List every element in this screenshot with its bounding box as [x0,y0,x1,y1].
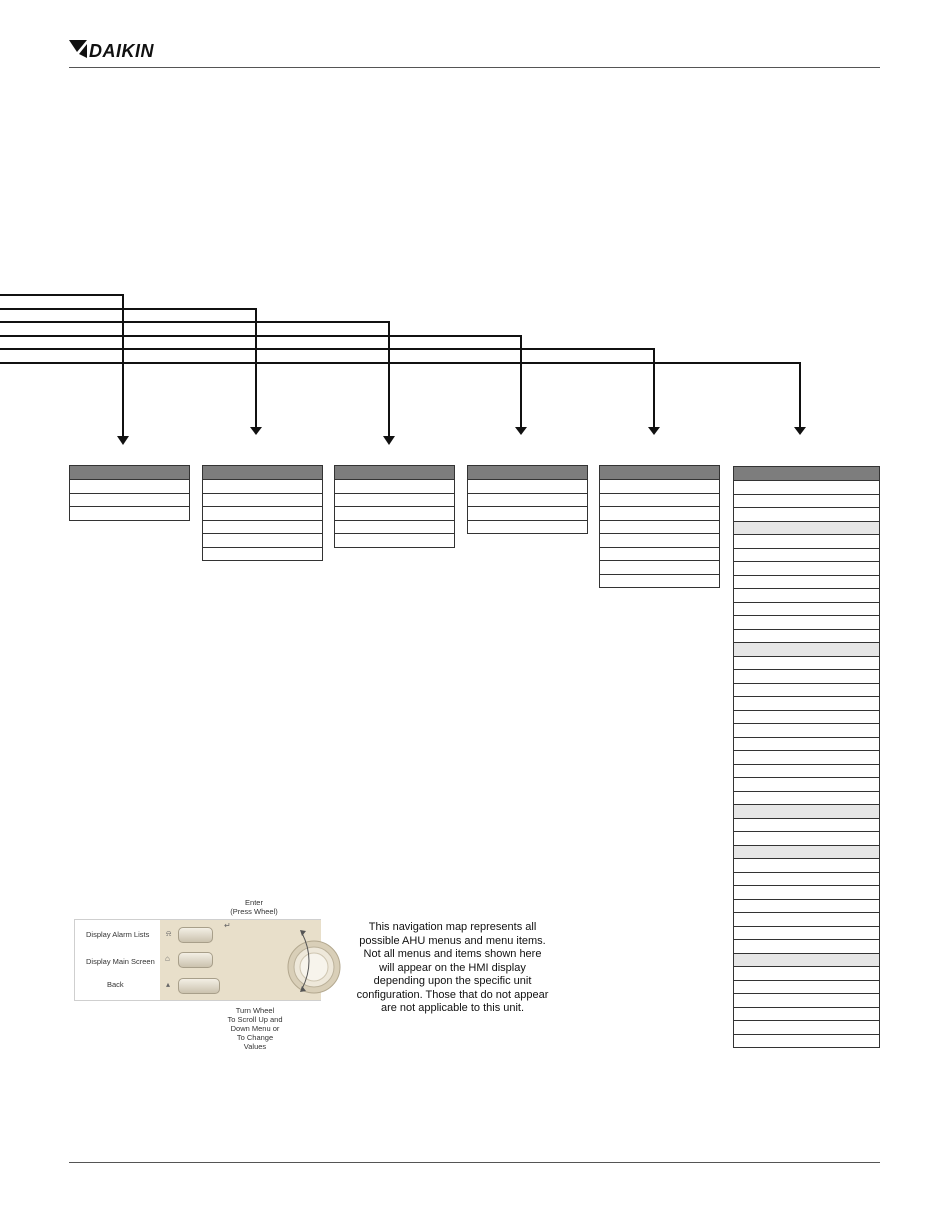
menu-item-row [468,507,587,521]
navigation-connectors [0,0,950,460]
menu-item-row [203,507,322,521]
menu-item-row [734,657,879,671]
menu-item-row [335,494,454,508]
menu-item-row [468,521,587,535]
menu-item-row [734,562,879,576]
menu-item-row [203,548,322,562]
menu-item-row [734,1008,879,1022]
arrow-down-icon [515,427,527,435]
main-screen-label: Display Main Screen [86,957,155,966]
menu-item-row [734,819,879,833]
submenu-heading-row [734,805,879,819]
menu-box-2 [202,465,323,561]
connector-1 [0,295,123,436]
bell-icon: ⍾ [166,929,172,938]
menu-item-row [600,575,719,589]
menu-box-1 [69,465,190,521]
arrow-down-icon [250,427,262,435]
menu-item-row [734,481,879,495]
enter-caption: Enter (Press Wheel) [230,898,278,916]
menu-item-row [734,981,879,995]
menu-item-row [734,589,879,603]
connector-2 [0,309,256,427]
arrow-down-icon [117,436,129,445]
menu-item-row [734,603,879,617]
connector-6 [0,363,800,427]
menu-item-row [734,724,879,738]
arrow-down-icon [794,427,806,435]
arrow-down-icon [648,427,660,435]
menu-item-row [734,549,879,563]
rotate-arrow-icon [298,923,318,999]
menu-item-row [734,495,879,509]
menu-item-row [335,480,454,494]
menu-item-row [734,630,879,644]
menu-item-row [734,940,879,954]
submenu-heading-row [734,522,879,536]
menu-item-row [734,670,879,684]
hmi-controller-panel [74,919,321,1001]
menu-item-row [203,521,322,535]
alarm-button[interactable] [178,927,213,943]
menu-item-row [734,873,879,887]
menu-item-row [734,711,879,725]
menu-item-row [734,967,879,981]
connector-5 [0,349,654,427]
menu-item-row [734,697,879,711]
menu-item-row [734,616,879,630]
menu-header [203,465,322,480]
back-button[interactable] [178,978,220,994]
menu-header [734,466,879,481]
submenu-heading-row [734,954,879,968]
menu-item-row [734,1035,879,1049]
menu-item-row [734,684,879,698]
home-icon: ⌂ [165,954,170,963]
menu-item-row [335,507,454,521]
menu-item-row [734,738,879,752]
menu-item-row [734,994,879,1008]
menu-header [600,465,719,480]
menu-item-row [600,521,719,535]
menu-item-row [600,548,719,562]
menu-item-row [600,534,719,548]
menu-item-row [203,480,322,494]
menu-item-row [600,507,719,521]
navigation-map-note: This navigation map represents all possible AHU menus and menu items. Not all menus and items shown here will appear on the HMI display depending upon the specific unit configuration. Those that do not appear are not applicable to this unit. [356,921,549,1014]
menu-item-row [600,561,719,575]
menu-item-row [70,494,189,508]
menu-item-row [734,508,879,522]
menu-item-row [335,534,454,548]
back-arrow-icon: ▴ [166,980,171,989]
menu-item-row [734,913,879,927]
menu-box-4 [467,465,588,534]
menu-item-row [468,494,587,508]
menu-item-row [734,900,879,914]
menu-item-row [70,480,189,494]
connector-3 [0,322,389,436]
menu-box-5 [599,465,720,588]
menu-box-6 [733,466,880,1048]
controller-face [160,920,321,1000]
enter-arrow-icon: ↵ [224,921,231,930]
menu-item-row [734,751,879,765]
menu-header [468,465,587,480]
menu-header [335,465,454,480]
main-screen-button[interactable] [178,952,213,968]
menu-item-row [734,535,879,549]
menu-box-3 [334,465,455,548]
submenu-heading-row [734,846,879,860]
menu-header [70,465,189,480]
alarm-list-label: Display Alarm Lists [86,930,150,939]
menu-item-row [468,480,587,494]
menu-item-row [734,778,879,792]
menu-item-row [335,521,454,535]
menu-item-row [734,832,879,846]
menu-item-row [203,494,322,508]
menu-item-row [70,507,189,521]
menu-item-row [734,927,879,941]
menu-item-row [734,576,879,590]
brand-name: DAIKIN [89,41,154,61]
wheel-caption: Turn Wheel To Scroll Up and Down Menu or To Change Values [227,1006,283,1051]
menu-item-row [734,1021,879,1035]
menu-item-row [734,886,879,900]
submenu-heading-row [734,643,879,657]
menu-item-row [600,494,719,508]
menu-item-row [734,792,879,806]
menu-item-row [203,534,322,548]
menu-item-row [600,480,719,494]
footer-rule [69,1162,880,1163]
menu-item-row [734,765,879,779]
menu-item-row [734,859,879,873]
arrow-down-icon [383,436,395,445]
back-label: Back [107,980,124,989]
